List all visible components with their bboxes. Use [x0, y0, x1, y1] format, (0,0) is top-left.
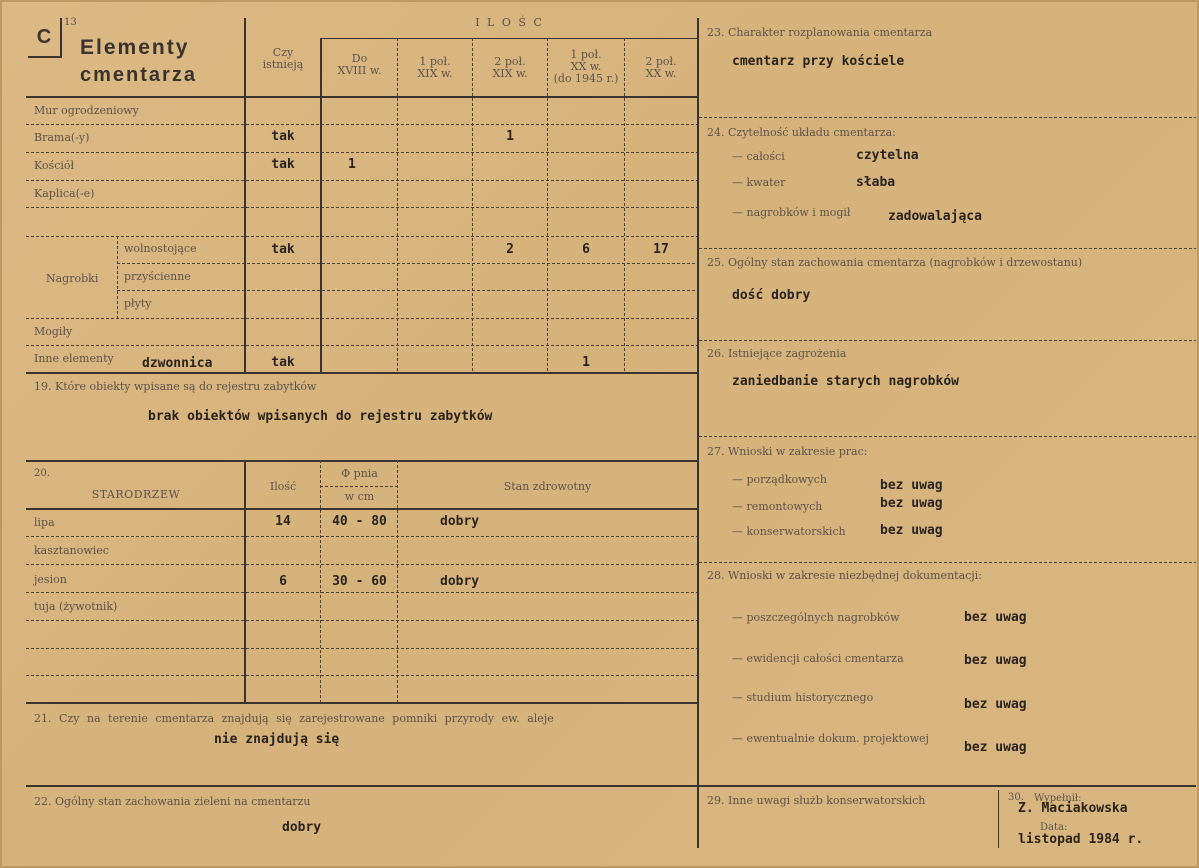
section-title: cmentarza: [80, 64, 197, 86]
group-label: Nagrobki: [46, 272, 99, 285]
field-label: 22. Ogólny stan zachowania zieleni na cmentarzu: [34, 795, 311, 808]
sub-label: — studium historycznego: [732, 691, 874, 704]
sub-value: bez uwag: [880, 496, 943, 511]
rule: [624, 38, 625, 372]
tree-name: lipa: [34, 516, 55, 529]
exists-value: tak: [271, 242, 295, 257]
row-label: Kaplica(-e): [34, 187, 95, 200]
rule: [26, 702, 697, 704]
field-value: nie znajdują się: [214, 732, 340, 747]
tree-name: kasztanowiec: [34, 544, 109, 557]
sub-value: bez uwag: [964, 653, 1027, 668]
field-value: dość dobry: [732, 288, 811, 303]
period-header: XX w.: [570, 60, 602, 73]
period-header: XX w.: [645, 67, 677, 80]
sub-value: bez uwag: [964, 697, 1027, 712]
rule: [26, 124, 697, 125]
rule: [320, 38, 322, 372]
period-header: 1 poł.: [419, 55, 451, 68]
count-value: 6: [582, 242, 590, 257]
field-value: dobry: [282, 820, 322, 835]
exists-value: tak: [271, 129, 295, 144]
rule: [26, 592, 697, 593]
sub-value: bez uwag: [880, 523, 943, 538]
rule: [472, 38, 473, 372]
tree-count: 14: [275, 514, 291, 529]
rule: [320, 486, 397, 487]
sub-value: bez uwag: [964, 610, 1027, 625]
column-header: Stan zdrowotny: [503, 480, 592, 493]
sub-value: bez uwag: [880, 478, 943, 493]
rule: [26, 180, 697, 181]
field-label: 19. Które obiekty wpisane są do rejestru zabytków: [34, 380, 317, 393]
count-value: 1: [348, 157, 356, 172]
exists-value: tak: [271, 355, 295, 370]
tree-diameter: 40 - 80: [332, 514, 387, 529]
field-label: 25. Ogólny stan zachowania cmentarza (nagrobków i drzewostanu): [707, 256, 1083, 269]
tree-health: dobry: [440, 574, 480, 589]
tree-diameter: 30 - 60: [332, 574, 387, 589]
field-number: 13: [64, 17, 77, 28]
row-label: Kościół: [34, 159, 75, 172]
rule: [117, 236, 118, 318]
rule: [117, 290, 697, 291]
table-title: STARODRZEW: [91, 488, 181, 501]
sub-label: — kwater: [732, 176, 786, 189]
rule: [26, 648, 697, 649]
sub-value: zadowalająca: [888, 209, 982, 224]
period-header: 1 poł.: [570, 48, 602, 61]
other-element-value: dzwonnica: [142, 356, 213, 371]
column-header: istnieją: [262, 58, 304, 71]
rule: [26, 372, 697, 374]
field-label: Wypełnił:: [1034, 793, 1082, 804]
sub-value: bez uwag: [964, 740, 1027, 755]
sub-label: — całości: [732, 150, 785, 163]
period-header: Do: [351, 52, 368, 65]
rule: [699, 340, 1196, 341]
rule: [26, 152, 697, 153]
field-number: 20.: [34, 468, 50, 479]
exists-value: tak: [271, 157, 295, 172]
tree-count: 6: [279, 574, 287, 589]
rule: [397, 460, 398, 702]
sub-label: — nagrobków i mogił: [732, 206, 851, 219]
field-label: 23. Charakter rozplanowania cmentarza: [707, 26, 933, 39]
column-header: Φ pnia: [341, 467, 378, 480]
rule: [26, 345, 697, 346]
period-header: 2 poł.: [494, 55, 526, 68]
field-label: 27. Wnioski w zakresie prac:: [707, 445, 868, 458]
count-value: 2: [506, 242, 514, 257]
rule: [26, 236, 697, 237]
section-title: Elementy: [80, 36, 190, 59]
column-group-header: I L O Ś C: [475, 16, 544, 29]
rule: [26, 207, 697, 208]
row-label: przyścienne: [124, 270, 191, 283]
field-value: brak obiektów wpisanych do rejestru zabytków: [148, 409, 493, 424]
sub-label: — konserwatorskich: [732, 525, 846, 538]
tree-name: jesion: [34, 573, 67, 586]
field-label: 26. Istniejące zagrożenia: [707, 347, 847, 360]
rule: [26, 620, 697, 621]
field-number: 30.: [1008, 792, 1024, 803]
rule: [699, 248, 1196, 249]
rule: [397, 38, 398, 372]
rule: [26, 564, 697, 565]
count-value: 1: [506, 129, 514, 144]
row-label: wolnostojące: [124, 242, 197, 255]
field-label: 29. Inne uwagi służb konserwatorskich: [707, 794, 926, 807]
field-value: zaniedbanie starych nagrobków: [732, 374, 959, 389]
sub-label: — ewentualnie dokum. projektowej: [732, 732, 929, 745]
count-value: 1: [582, 355, 590, 370]
field-label: 28. Wnioski w zakresie niezbędnej dokumentacji:: [707, 569, 982, 582]
rule: [26, 96, 697, 98]
filled-by-value: Z. Maciakowska: [1018, 801, 1128, 816]
field-label: Data:: [1040, 822, 1068, 833]
rule: [998, 790, 999, 848]
sub-value: słaba: [856, 175, 896, 190]
date-value: listopad 1984 r.: [1018, 832, 1144, 847]
rule: [699, 117, 1196, 118]
rule: [321, 38, 697, 39]
sub-label: — poszczególnych nagrobków: [732, 611, 900, 624]
row-label: Inne elementy: [34, 352, 114, 365]
rule: [699, 436, 1196, 437]
period-header: (do 1945 r.): [553, 72, 619, 85]
rule: [26, 508, 697, 510]
rule: [26, 460, 697, 462]
sub-value: czytelna: [856, 148, 919, 163]
rule: [117, 263, 697, 264]
rule: [547, 38, 548, 372]
column-header: Ilość: [269, 480, 297, 493]
period-header: XIX w.: [417, 67, 453, 80]
column-header: Czy: [272, 46, 294, 59]
field-value: cmentarz przy kościele: [732, 54, 905, 69]
row-label: Mur ogrodzeniowy: [34, 104, 139, 117]
rule: [699, 562, 1196, 563]
sub-label: — ewidencji całości cmentarza: [732, 652, 904, 665]
category-box: C: [28, 18, 62, 58]
rule: [26, 318, 697, 319]
rule: [320, 460, 321, 702]
sub-label: — remontowych: [732, 500, 823, 513]
row-label: płyty: [124, 297, 152, 310]
period-header: 2 poł.: [645, 55, 677, 68]
rule: [26, 785, 1196, 787]
field-label: 24. Czytelność układu cmentarza:: [707, 126, 896, 139]
field-label: 21. Czy na terenie cmentarza znajdują się zarejestrowane pomniki przyrody ew. aleje: [34, 712, 554, 725]
tree-health: dobry: [440, 514, 480, 529]
rule: [697, 18, 699, 848]
rule: [26, 675, 697, 676]
row-label: Mogiły: [34, 325, 73, 338]
tree-name: tuja (żywotnik): [34, 600, 118, 613]
period-header: XVIII w.: [337, 64, 382, 77]
count-value: 17: [653, 242, 669, 257]
column-header: w cm: [344, 490, 375, 503]
sub-label: — porządkowych: [732, 473, 827, 486]
row-label: Brama(-y): [34, 131, 90, 144]
period-header: XIX w.: [492, 67, 528, 80]
rule: [26, 536, 697, 537]
